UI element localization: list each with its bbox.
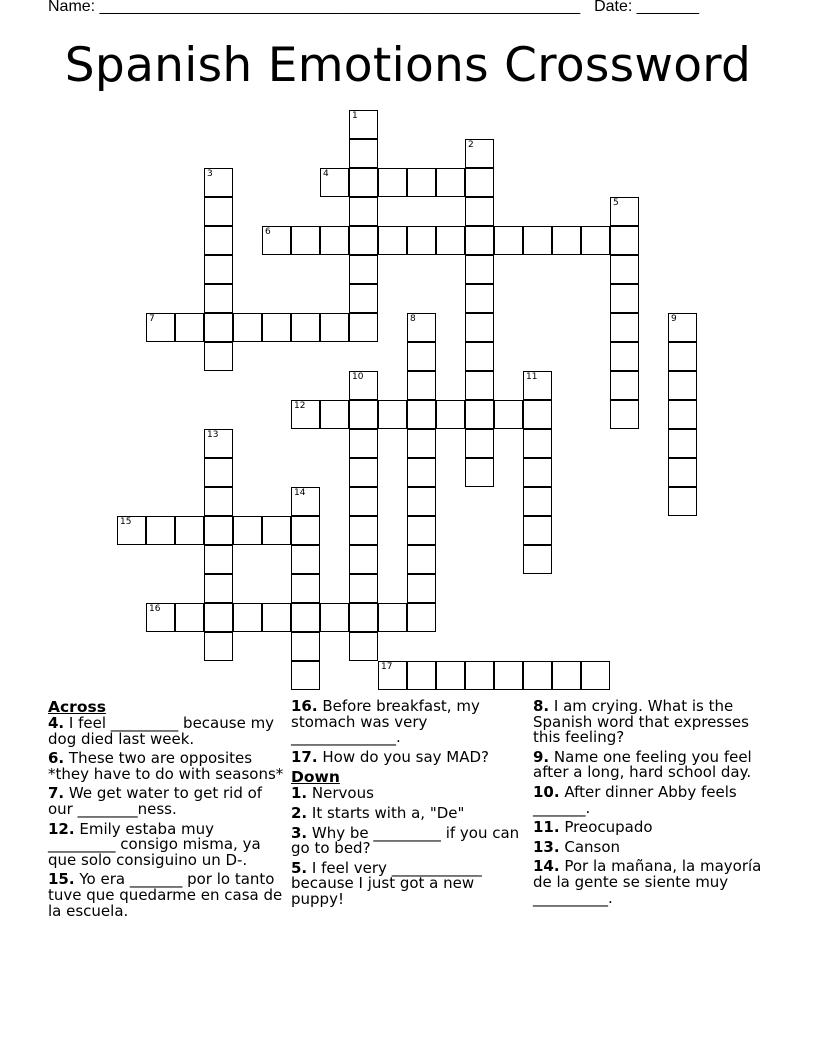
grid-cell[interactable] (378, 168, 407, 197)
clue-number-label: 8 (410, 314, 416, 324)
clue-number-label: 5 (613, 198, 619, 208)
clue-number-label: 12 (294, 401, 306, 411)
clues-column-3 (533, 699, 771, 910)
grid-cell[interactable] (610, 284, 639, 313)
name-field-label[interactable]: Name: ______________________________________________________ (48, 0, 581, 15)
grid-cell[interactable] (465, 168, 494, 197)
grid-cell[interactable] (552, 661, 581, 690)
grid-cell[interactable] (407, 545, 436, 574)
grid-cell[interactable] (465, 255, 494, 284)
grid-cell[interactable] (523, 487, 552, 516)
grid-cell[interactable] (407, 661, 436, 690)
clue-across-17: 17. How do you say MAD? (291, 747, 490, 766)
grid-cell[interactable] (233, 313, 262, 342)
grid-cell[interactable] (204, 313, 233, 342)
grid-cell[interactable] (175, 313, 204, 342)
grid-cell[interactable] (436, 400, 465, 429)
grid-cell[interactable] (436, 168, 465, 197)
grid-cell[interactable] (233, 603, 262, 632)
grid-cell[interactable] (349, 516, 378, 545)
grid-cell[interactable] (407, 516, 436, 545)
grid-cell[interactable] (494, 226, 523, 255)
clue-across-6: 6. These two are opposites *they have to do with seasons* (48, 749, 284, 783)
grid-cell[interactable] (320, 226, 349, 255)
grid-cell[interactable] (204, 487, 233, 516)
grid-cell[interactable] (378, 226, 407, 255)
grid-cell[interactable] (204, 342, 233, 371)
clue-number-label: 11 (526, 372, 538, 382)
grid-cell[interactable] (407, 429, 436, 458)
grid-cell[interactable] (262, 603, 291, 632)
grid-cell[interactable] (523, 400, 552, 429)
clue-number-label: 7 (149, 314, 155, 324)
grid-cell[interactable] (349, 226, 378, 255)
grid-cell[interactable] (494, 400, 523, 429)
grid-cell[interactable] (407, 574, 436, 603)
clue-number-label: 1 (352, 111, 358, 121)
grid-cell[interactable] (349, 197, 378, 226)
grid-cell[interactable] (262, 313, 291, 342)
grid-cell[interactable] (581, 661, 610, 690)
clue-down-10: 10. After dinner Abby feels _______. (533, 782, 737, 817)
grid-cell[interactable] (581, 226, 610, 255)
grid-cell[interactable] (494, 661, 523, 690)
clue-down-1: 1. Nervous (291, 784, 374, 803)
clue-down-14: 14. Por la mañana, la mayoría de la gente se siente muy __________. (533, 857, 762, 907)
grid-cell[interactable] (349, 313, 378, 342)
grid-cell[interactable] (407, 371, 436, 400)
grid-cell[interactable] (523, 226, 552, 255)
grid-cell[interactable] (610, 371, 639, 400)
grid-cell[interactable] (610, 400, 639, 429)
clue-number-label: 3 (207, 169, 213, 179)
grid-cell[interactable] (523, 661, 552, 690)
grid-cell[interactable] (320, 400, 349, 429)
clue-across-15: 15. Yo era _______ por lo tanto tuve que quedarme en casa de la escuela. (48, 870, 283, 920)
grid-cell[interactable] (349, 284, 378, 313)
clue-number-label: 15 (120, 517, 132, 527)
clue-across-12: 12. Emily estaba muy _________ consigo misma, ya que solo consiguino un D-. (48, 819, 261, 869)
grid-cell[interactable] (320, 603, 349, 632)
grid-cell[interactable] (465, 661, 494, 690)
clue-down-9: 9. Name one feeling you feel after a long, hard school day. (533, 747, 752, 782)
grid-cell[interactable] (465, 342, 494, 371)
grid-cell[interactable] (349, 400, 378, 429)
clue-number-label: 16 (149, 604, 161, 614)
grid-cell[interactable] (262, 516, 291, 545)
grid-cell[interactable] (465, 429, 494, 458)
grid-cell[interactable] (204, 603, 233, 632)
grid-cell[interactable] (291, 313, 320, 342)
grid-cell[interactable] (349, 429, 378, 458)
grid-cell[interactable] (407, 342, 436, 371)
clues-column-1 (48, 699, 286, 923)
grid-cell[interactable] (668, 342, 697, 371)
clue-down-5: 5. I feel very ____________ because I just got a new puppy! (291, 858, 482, 908)
clue-down-3: 3. Why be _________ if you can go to bed? (291, 823, 520, 858)
grid-cell[interactable] (465, 313, 494, 342)
clue-down-8: 8. I am crying. What is the Spanish word that expresses this feeling? (533, 697, 749, 747)
grid-cell[interactable] (291, 516, 320, 545)
grid-cell[interactable] (204, 255, 233, 284)
grid-cell[interactable] (204, 226, 233, 255)
grid-cell[interactable] (610, 342, 639, 371)
clue-number-label: 6 (265, 227, 271, 237)
grid-cell[interactable] (349, 255, 378, 284)
clue-number-label: 13 (207, 430, 219, 440)
grid-cell[interactable] (204, 458, 233, 487)
grid-cell[interactable] (349, 603, 378, 632)
grid-cell[interactable] (349, 632, 378, 661)
clue-down-11: 11. Preocupado (533, 818, 653, 837)
clue-number-label: 2 (468, 140, 474, 150)
grid-cell[interactable] (204, 197, 233, 226)
grid-cell[interactable] (465, 400, 494, 429)
grid-cell[interactable] (204, 574, 233, 603)
grid-cell[interactable] (407, 168, 436, 197)
grid-cell[interactable] (465, 458, 494, 487)
grid-cell[interactable] (204, 516, 233, 545)
grid-cell[interactable] (349, 168, 378, 197)
clue-number-label: 9 (671, 314, 677, 324)
clues-column-2 (291, 699, 529, 912)
grid-cell[interactable] (204, 284, 233, 313)
grid-cell[interactable] (378, 603, 407, 632)
grid-cell[interactable] (320, 313, 349, 342)
clue-across-7: 7. We get water to get rid of our ________ness. (48, 784, 263, 818)
grid-cell[interactable] (436, 661, 465, 690)
grid-cell[interactable] (233, 516, 262, 545)
grid-cell[interactable] (407, 400, 436, 429)
grid-cell[interactable] (610, 226, 639, 255)
date-field-label[interactable]: Date: _______ (594, 0, 700, 15)
grid-cell[interactable] (349, 574, 378, 603)
page-title: Spanish Emotions Crossword (64, 38, 752, 93)
grid-cell[interactable] (146, 516, 175, 545)
grid-cell[interactable] (204, 545, 233, 574)
down-heading: Down (291, 768, 340, 787)
clue-number-label: 14 (294, 488, 306, 498)
clue-number-label: 17 (381, 662, 393, 672)
clue-number-label: 4 (323, 169, 329, 179)
clue-number-label: 10 (352, 372, 364, 382)
grid-cell[interactable] (291, 545, 320, 574)
across-heading: Across (48, 698, 106, 716)
grid-cell[interactable] (465, 197, 494, 226)
grid-cell[interactable] (349, 487, 378, 516)
grid-cell[interactable] (668, 487, 697, 516)
grid-cell[interactable] (349, 458, 378, 487)
grid-cell[interactable] (610, 255, 639, 284)
clue-across-4: 4. I feel _________ because my dog died last week. (48, 714, 275, 748)
grid-cell[interactable] (291, 574, 320, 603)
grid-cell[interactable] (523, 516, 552, 545)
grid-cell[interactable] (465, 371, 494, 400)
grid-cell[interactable] (204, 632, 233, 661)
grid-cell[interactable] (349, 139, 378, 168)
grid-cell[interactable] (523, 429, 552, 458)
grid-cell[interactable] (407, 603, 436, 632)
grid-cell[interactable] (349, 545, 378, 574)
grid-cell[interactable] (407, 487, 436, 516)
grid-cell[interactable] (291, 661, 320, 690)
clue-down-2: 2. It starts with a, "De" (291, 803, 465, 822)
grid-cell[interactable] (465, 226, 494, 255)
grid-cell[interactable] (523, 458, 552, 487)
grid-cell[interactable] (465, 284, 494, 313)
grid-cell[interactable] (291, 632, 320, 661)
grid-cell[interactable] (175, 516, 204, 545)
grid-cell[interactable] (668, 400, 697, 429)
grid-cell[interactable] (610, 313, 639, 342)
grid-cell[interactable] (291, 226, 320, 255)
grid-cell[interactable] (668, 429, 697, 458)
clue-down-13: 13. Canson (533, 837, 621, 856)
grid-cell[interactable] (407, 226, 436, 255)
grid-cell[interactable] (668, 458, 697, 487)
grid-cell[interactable] (436, 226, 465, 255)
grid-cell[interactable] (552, 226, 581, 255)
clue-across-16: 16. Before breakfast, my stomach was very ______________. (291, 697, 480, 747)
grid-cell[interactable] (291, 603, 320, 632)
grid-cell[interactable] (175, 603, 204, 632)
grid-cell[interactable] (407, 458, 436, 487)
grid-cell[interactable] (668, 371, 697, 400)
grid-cell[interactable] (523, 545, 552, 574)
grid-cell[interactable] (378, 400, 407, 429)
